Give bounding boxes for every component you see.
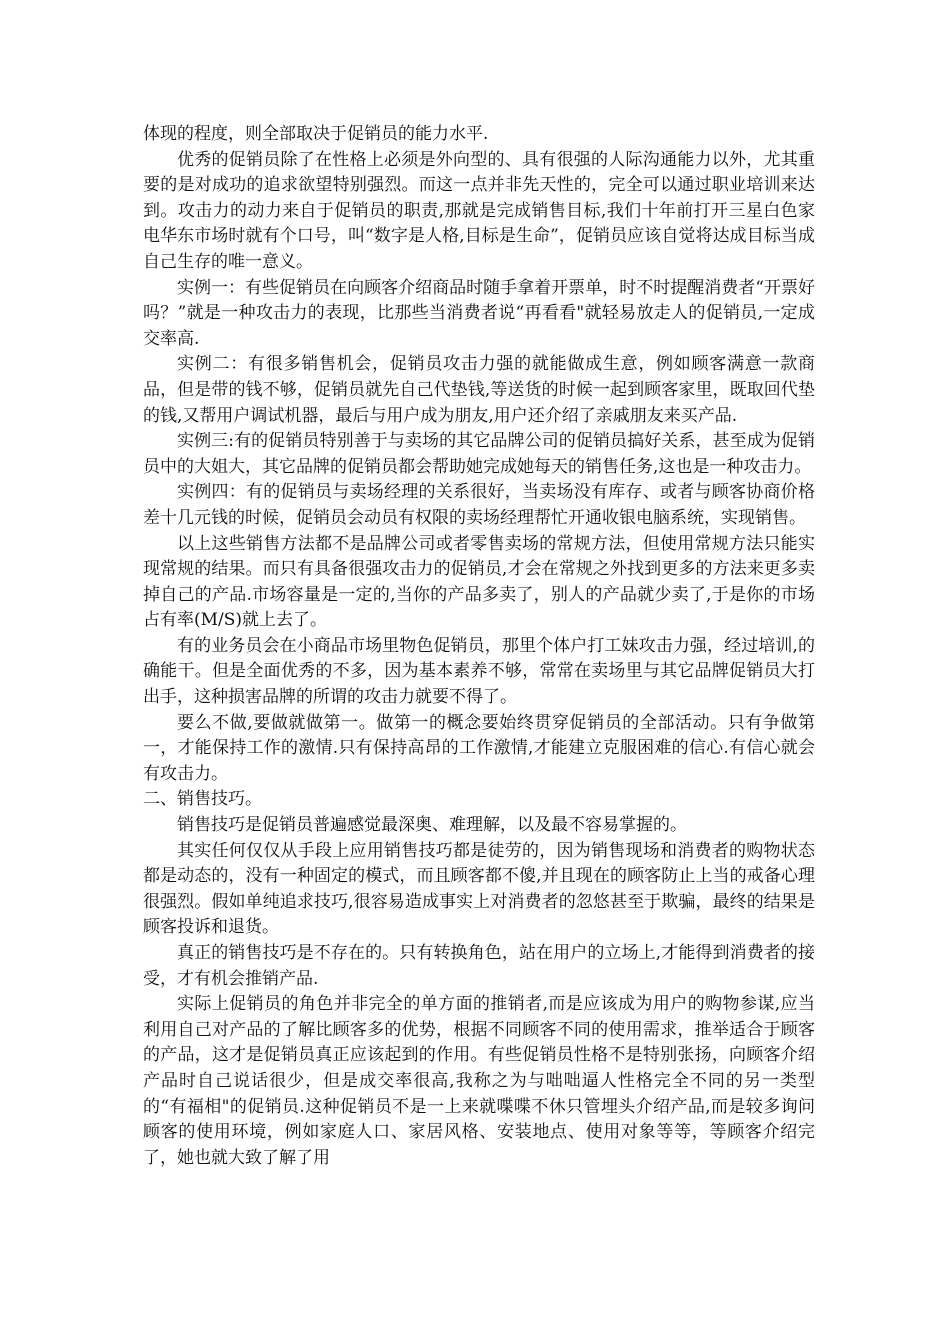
paragraph-8: 有的业务员会在小商品市场里物色促销员，那里个体户打工妹攻击力强，经过培训,的确能干。但是全面优秀的不多，因为基本素养不够，常常在卖场里与其它品牌促销员大打出手，这种损害品牌的所谓的攻击力就要不得了。 bbox=[143, 635, 815, 708]
paragraph-5: 实例三:有的促销员特别善于与卖场的其它品牌公司的促销员搞好关系，甚至成为促销员中的大姐大，其它品牌的促销员都会帮助她完成她每天的销售任务,这也是一种攻击力。 bbox=[143, 431, 815, 477]
paragraph-7: 以上这些销售方法都不是品牌公司或者零售卖场的常规方法，但使用常规方法只能实现常规的结果。而只有具备很强攻击力的促销员,才会在常规之外找到更多的方法来更多卖掉自己的产品.市场容量是一定的,当你的产品多卖了，别人的产品就少卖了,于是你的市场占有率(M/S)就上去了。 bbox=[143, 533, 815, 631]
paragraph-6: 实例四：有的促销员与卖场经理的关系很好，当卖场没有库存、或者与顾客协商价格差十几元钱的时候，促销员会动员有权限的卖场经理帮忙开通收银电脑系统，实现销售。 bbox=[143, 482, 815, 528]
paragraph-3: 实例一：有些促销员在向顾客介绍商品时随手拿着开票单，时不时提醒消费者“开票好吗？”就是一种攻击力的表现，比那些当消费者说“再看看"就轻易放走人的促销员,一定成交率高. bbox=[143, 277, 815, 349]
paragraph-11: 其实任何仅仅从手段上应用销售技巧都是徒劳的，因为销售现场和消费者的购物状态都是动态的，没有一种固定的模式，而且顾客都不傻,并且现在的顾客防止上当的戒备心理很强烈。假如单纯追求技巧,很容易造成事实上对消费者的忽悠甚至于欺骗，最终的结果是顾客投诉和退货。 bbox=[143, 840, 815, 938]
document-page bbox=[143, 122, 815, 1171]
paragraph-2: 优秀的促销员除了在性格上必须是外向型的、具有很强的人际沟通能力以外，尤其重要的是对成功的追求欲望特别强烈。而这一点并非先天性的，完全可以通过职业培训来达到。攻击力的动力来自于促销员的职责,那就是完成销售目标,我们十年前打开三星白色家电华东市场时就有个口号，叫“数字是人格,目标是生命”，促销员应该自觉将达成目标当成自己生存的唯一意义。 bbox=[143, 149, 815, 272]
paragraph-10: 销售技巧是促销员普遍感觉最深奥、难理解，以及最不容易掌握的。 bbox=[177, 815, 687, 836]
paragraph-4: 实例二：有很多销售机会，促销员攻击力强的就能做成生意，例如顾客满意一款商品，但是带的钱不够，促销员就先自己代垫钱,等送货的时候一起到顾客家里，既取回代垫的钱,又帮用户调试机器，最后与用户成为朋友,用户还介绍了亲戚朋友来买产品. bbox=[143, 354, 815, 426]
paragraph-1: 体现的程度，则全部取决于促销员的能力水平. bbox=[143, 124, 489, 144]
paragraph-13: 实际上促销员的角色并非完全的单方面的推销者,而是应该成为用户的购物参谋,应当利用自己对产品的了解比顾客多的优势，根据不同顾客不同的使用需求，推举适合于顾客的产品，这才是促销员真正应该起到的作用。有些促销员性格不是特别张扬，向顾客介绍产品时自己说话很少，但是成交率很高,我称之为与咄咄逼人性格完全不同的另一类型的“有福相"的促销员.这种促销员不是一上来就喋喋不休只管埋头介绍产品,而是较多询问顾客的使用环境，例如家庭人口、家居风格、安装地点、使用对象等等，等顾客介绍完了，她也就大致了解了用 bbox=[143, 994, 815, 1168]
section-heading: 二、销售技巧。 bbox=[143, 789, 262, 810]
paragraph-12: 真正的销售技巧是不存在的。只有转换角色，站在用户的立场上,才能得到消费者的接受，才有机会推销产品. bbox=[143, 943, 815, 989]
paragraph-9: 要么不做,要做就做第一。做第一的概念要始终贯穿促销员的全部活动。只有争做第一，才能保持工作的激情.只有保持高昂的工作激情,才能建立克服困难的信心.有信心就会有攻击力。 bbox=[143, 712, 815, 784]
